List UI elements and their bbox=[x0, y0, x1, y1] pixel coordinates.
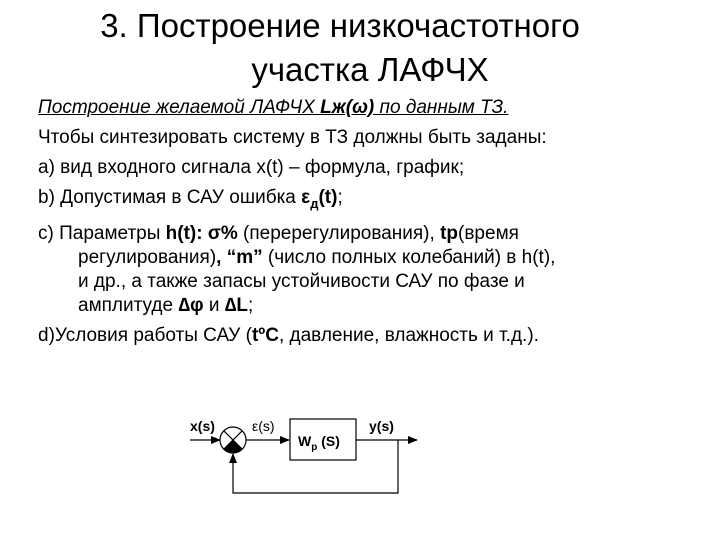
error-arg: (t) bbox=[318, 187, 338, 208]
item-c-m: “m” bbox=[226, 246, 263, 268]
plant-label-w: W bbox=[298, 433, 312, 449]
heading-symbol: Lж(ω) bbox=[320, 97, 375, 118]
item-d-prefix: d)Условия работы САУ ( bbox=[38, 324, 252, 346]
heading-suffix: по данным ТЗ. bbox=[374, 97, 509, 118]
summing-junction bbox=[220, 427, 246, 453]
item-c-dphi: ∆φ bbox=[178, 294, 204, 316]
title-line-1: 3. Построение низкочастотного bbox=[100, 7, 580, 44]
item-c-line2-rest: (число полных колебаний) в h(t), bbox=[262, 246, 556, 268]
item-c-line3: и др., а также запасы устойчивости САУ по фазе и bbox=[78, 270, 525, 292]
error-symbol: ε bbox=[301, 187, 311, 208]
title-line-2: участка ЛАФЧХ bbox=[251, 51, 489, 88]
item-c-and: и bbox=[203, 294, 225, 316]
item-c-text1: (перерегулирования), bbox=[237, 222, 441, 244]
item-b-prefix: b) Допустимая в САУ ошибка bbox=[38, 187, 302, 208]
item-c-text2: (время bbox=[458, 222, 519, 244]
item-c-line2-text: регулирования) bbox=[78, 246, 217, 268]
item-d-suffix: , давление, влажность и т.д.). bbox=[278, 324, 539, 346]
item-d-temp: tºC bbox=[251, 324, 279, 346]
item-c-prefix: c) Параметры bbox=[38, 222, 166, 244]
item-a: a) вид входного сигнала x(t) – формула, график; bbox=[38, 157, 465, 178]
heading-prefix: Построение желаемой ЛАФЧХ bbox=[38, 97, 321, 118]
input-label: x(s) bbox=[190, 418, 215, 434]
error-signal-label: ε(s) bbox=[252, 418, 275, 434]
item-c-tp: tp bbox=[440, 222, 459, 244]
item-c-line4-prefix: амплитуде bbox=[78, 294, 179, 316]
intro-text: Чтобы синтезировать систему в ТЗ должны быть заданы: bbox=[38, 127, 547, 148]
plant-label-sub: р bbox=[311, 442, 318, 453]
item-c-line2-sep: , bbox=[216, 246, 227, 268]
item-b-suffix: ; bbox=[337, 187, 343, 208]
plant-label-arg: (S) bbox=[317, 433, 340, 449]
item-c-dl: ∆L bbox=[224, 294, 248, 316]
error-subscript: д bbox=[310, 195, 319, 211]
item-c-line4-suffix: ; bbox=[247, 294, 254, 316]
item-c-h: h(t): σ% bbox=[165, 222, 238, 244]
output-label: y(s) bbox=[369, 418, 394, 434]
